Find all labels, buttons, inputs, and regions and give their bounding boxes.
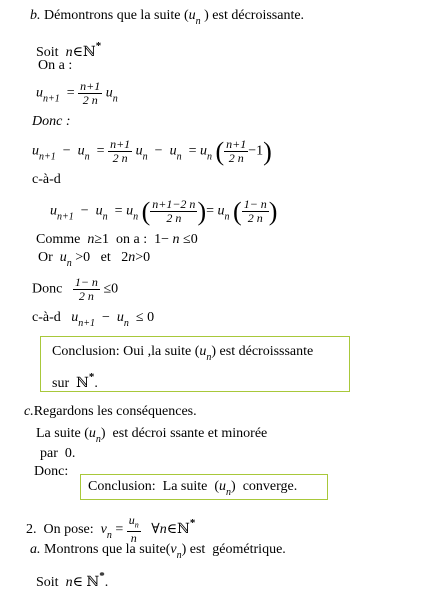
section-2a-title: a. Montrons que la $suite(v_n)$ est géométrique. [30, 542, 286, 561]
section-2a-soit: Soit n∈ ℕ*. [36, 570, 109, 590]
soit-line: Soit n∈ℕ* [36, 40, 102, 60]
section-c-title: c.Regardons les conséquences. [24, 404, 197, 419]
equation-3: $u_{n+1} - u_n = u_n$ ( $\frac{n+1-2 n}{2 n}$ )= $u_n$ ( $\frac{1- n}{2 n}$ ) [50, 196, 278, 226]
section-c-donc: Donc: [34, 464, 69, 479]
conclusion-1-line-1: Conclusion: Oui ,la suite $(u_n)$ est décroisssante [52, 344, 314, 363]
on-a-line: On a : [38, 58, 73, 73]
section-c-line-1: La suite $(u_n)$ est décroi ssante et minorée [36, 426, 268, 445]
donc-label: Donc : [32, 114, 71, 129]
conclusion-2-text: Conclusion: La suite $(u_n)$ converge. [88, 479, 298, 498]
cad-label-1: c-à-d [32, 172, 61, 187]
equation-2: $u_{n+1} - u_n$ = $\frac{n+1}{2 n}$ $u_n - u_n = u_n$ ( $\frac{n+1}{2 n}$ −1) [32, 136, 272, 166]
cad-line-2: c-à-d $u_{n+1} - u_n \le 0$ [32, 310, 155, 329]
section-2-title: 2. On pose: $v_n$ = $\frac{u_n}{n}$ ∀n∈ℕ* [26, 513, 196, 546]
donc-inequality: Donc $\frac{1- n}{2 n}$ ≤0 [32, 275, 119, 303]
equation-1: $u_{n+1}$ = $\frac{n+1}{2 n}$ $u_n$ [36, 79, 118, 107]
comme-line: Comme n≥1 on a : 1− n ≤0 [36, 232, 198, 247]
section-c-line-2: par 0. [40, 446, 76, 461]
section-b-title: b. Démontrons que la suite ($u_n$ ) est décroissante. [30, 8, 305, 27]
conclusion-1-line-2: sur ℕ*. [52, 371, 98, 391]
or-line: Or $u_n >0$ et 2n>0 [38, 250, 151, 269]
